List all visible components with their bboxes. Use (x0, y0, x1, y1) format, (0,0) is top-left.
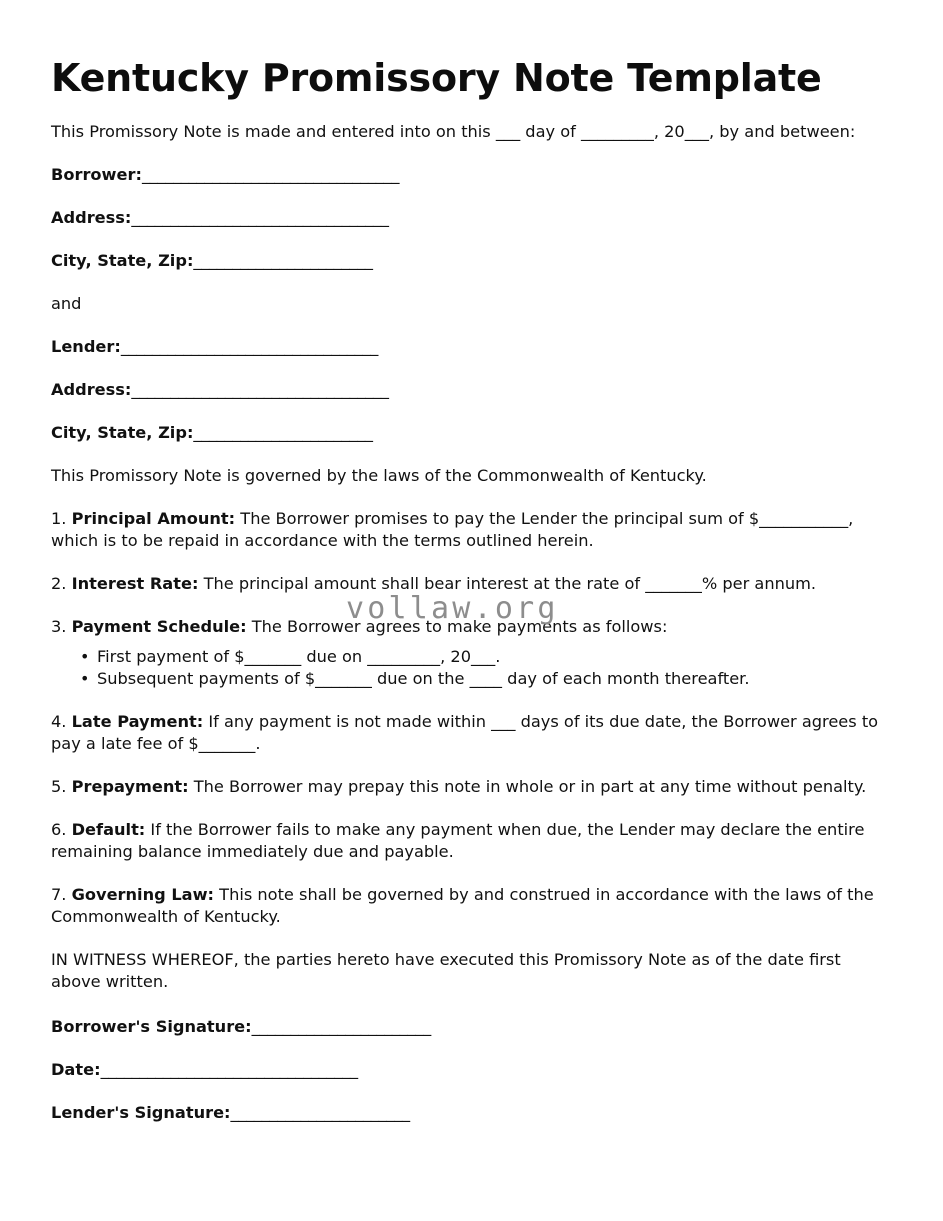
borrower-signature-blank[interactable]: _______________________ (251, 1016, 431, 1036)
clause-7-number: 7. (51, 884, 67, 904)
signature-date-blank[interactable]: _________________________________ (100, 1059, 358, 1079)
clause-6-body: If the Borrower fails to make any payment when due, the Lender may declare the entire remaining balance immediately due and payable. (51, 819, 865, 861)
clause-late-payment (51, 690, 886, 755)
payment-schedule-list (51, 638, 886, 690)
list-item: • First payment of $_______ due on _________, 20___. (51, 646, 886, 668)
signature-date-field (51, 1038, 886, 1081)
clause-1-heading: Principal Amount: (71, 508, 236, 528)
borrower-address-field (51, 186, 886, 229)
lender-signature-field (51, 1081, 886, 1124)
borrower-address-label: Address: (51, 207, 132, 227)
clause-payment-schedule (51, 595, 886, 638)
lender-city-label: City, State, Zip: (51, 422, 194, 442)
governing-statement: This Promissory Note is governed by the laws of the Commonwealth of Kentucky. (51, 465, 707, 485)
conjunction-text: and (51, 293, 82, 313)
lender-address-blank[interactable]: _________________________________ (131, 379, 389, 399)
clause-4-body: If any payment is not made within ___ days of its due date, the Borrower agrees to pay a late fee of $_______. (51, 711, 879, 753)
clause-governing-law (51, 863, 886, 928)
lender-name-field (51, 315, 886, 358)
page-title: Kentucky Promissory Note Template (51, 56, 822, 100)
clause-1-body: The Borrower promises to pay the Lender the principal sum of $___________, which is to be repaid in accordance with the terms outlined herein. (51, 508, 854, 550)
list-item: • Subsequent payments of $_______ due on the ____ day of each month thereafter. (51, 668, 886, 690)
lender-signature-label: Lender's Signature: (51, 1102, 231, 1122)
clause-prepayment (51, 755, 886, 798)
clause-7-body: This note shall be governed by and construed in accordance with the laws of the Commonwealth of Kentucky. (51, 884, 874, 926)
borrower-name-label: Borrower: (51, 164, 142, 184)
borrower-city-label: City, State, Zip: (51, 250, 194, 270)
borrower-address-blank[interactable]: _________________________________ (131, 207, 389, 227)
clause-7-heading: Governing Law: (71, 884, 215, 904)
clause-1-number: 1. (51, 508, 67, 528)
borrower-name-field (51, 143, 886, 186)
lender-city-blank[interactable]: _______________________ (193, 422, 373, 442)
lender-name-label: Lender: (51, 336, 121, 356)
witness-statement: IN WITNESS WHEREOF, the parties hereto have executed this Promissory Note as of the date first above written. (51, 949, 841, 991)
clause-interest-rate (51, 552, 886, 595)
clause-6-number: 6. (51, 819, 67, 839)
borrower-name-blank[interactable]: _________________________________ (141, 164, 400, 184)
clause-5-number: 5. (51, 776, 67, 796)
lender-city-field (51, 401, 886, 444)
borrower-signature-field (51, 995, 886, 1038)
borrower-signature-label: Borrower's Signature: (51, 1016, 252, 1036)
borrower-city-blank[interactable]: _______________________ (193, 250, 373, 270)
clause-2-body: The principal amount shall bear interest at the rate of _______% per annum. (198, 573, 817, 593)
intro-paragraph: This Promissory Note is made and entered into on this ___ day of _________, 20___, by and between: (51, 121, 856, 141)
borrower-city-field (51, 229, 886, 272)
lender-signature-blank[interactable]: _______________________ (230, 1102, 410, 1122)
clause-principal-amount (51, 487, 886, 552)
clause-2-number: 2. (51, 573, 67, 593)
clause-5-heading: Prepayment: (71, 776, 189, 796)
site-watermark: vollaw.org (346, 591, 559, 626)
lender-address-field (51, 358, 886, 401)
clause-6-heading: Default: (71, 819, 146, 839)
clause-4-heading: Late Payment: (71, 711, 204, 731)
clause-3-body: The Borrower agrees to make payments as follows: (246, 616, 668, 636)
lender-name-blank[interactable]: _________________________________ (120, 336, 379, 356)
clause-default (51, 798, 886, 863)
signature-block (51, 993, 886, 1124)
lender-address-label: Address: (51, 379, 132, 399)
clause-5-body: The Borrower may prepay this note in whole or in part at any time without penalty. (188, 776, 867, 796)
clause-2-heading: Interest Rate: (71, 573, 199, 593)
signature-date-label: Date: (51, 1059, 101, 1079)
clause-3-heading: Payment Schedule: (71, 616, 247, 636)
clause-3-number: 3. (51, 616, 67, 636)
clause-4-number: 4. (51, 711, 67, 731)
